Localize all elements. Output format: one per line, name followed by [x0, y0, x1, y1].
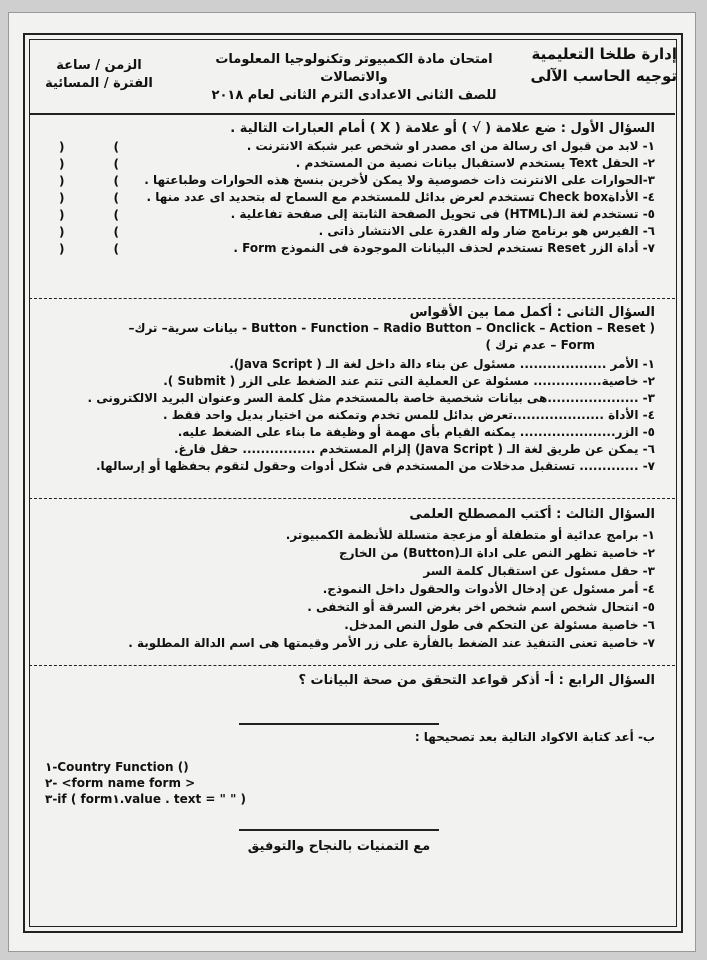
- q2-item: ١- الأمر ................... مسئول عن بناء دالة داخل لغة الـ ( Java Script).: [229, 357, 655, 371]
- answer-parentheses: [59, 174, 119, 188]
- q4-sub-b: ب- أعد كتابة الاكواد التالية بعد تصحيحها :: [414, 730, 655, 744]
- header-organization: [527, 43, 677, 87]
- q1-title: السؤال الأول : ضع علامة ( √ ) أو علامة ( X ) أمام العبارات التالية .: [230, 121, 655, 136]
- answer-parentheses: [59, 191, 119, 205]
- code-line: ٣-if ( form١.value . text = " " ): [45, 792, 246, 806]
- paren-open: (: [113, 174, 119, 188]
- paren-open: (: [113, 140, 119, 154]
- exam-title-line-2: للصف الثانى الاعدادى الترم الثانى لعام ٢٠١٨: [211, 88, 497, 103]
- code-line: ١-Country Function (): [45, 760, 189, 774]
- time-label: الزمن / ساعة: [56, 58, 142, 73]
- paren-open: (: [113, 208, 119, 222]
- exam-title-line-1: امتحان مادة الكمبيوتر وتكنولوجيا المعلومات والاتصالات: [215, 52, 493, 85]
- q4-title: السؤال الرابع : أ- أذكر قواعد التحقق من صحة البيانات ؟: [298, 673, 655, 688]
- org-line-2: توجيه الحاسب الآلى: [530, 67, 677, 85]
- code-block: [45, 759, 345, 807]
- q3-title: السؤال الثالث : أكتب المصطلح العلمى: [409, 507, 655, 522]
- q3-item: ٣- حقل مسئول عن استقبال كلمة السر: [423, 564, 655, 578]
- answer-parentheses: [59, 225, 119, 239]
- answer-parentheses: [59, 157, 119, 171]
- q1-item: ١- لابد من قبول اى رسالة من اى مصدر او شخص عبر شبكة الانترنت .: [246, 139, 655, 153]
- paren-close: ): [59, 140, 65, 154]
- header-title: [189, 51, 519, 105]
- q2-choices-line-1: ( Button - Function – Radio Button – Onclick – Action – Reset - بيانات سرية– ترك–: [128, 321, 655, 335]
- footer-wish: مع التمنيات بالنجاح والتوفيق: [247, 839, 431, 854]
- divider-q1: [29, 298, 675, 299]
- q2-item: ٧- ............. تستقبل مدخلات من المستخدم فى شكل أدوات وحقول لتقوم بحفظها أو إرسالها.: [95, 459, 655, 473]
- paren-close: ): [59, 174, 65, 188]
- paren-open: (: [113, 191, 119, 205]
- divider-q2: [29, 498, 675, 499]
- q2-item: ٦- يمكن عن طريق لغة الـ ( Java Script) إلزام المستخدم ................ حقل فارغ.: [174, 442, 655, 456]
- header-time: [39, 57, 159, 93]
- q3-item: ٤- أمر مسئول عن إدخال الأدوات والحقول داخل النموذج.: [322, 582, 655, 596]
- question-4: [55, 673, 655, 688]
- q3-item: ٧- خاصية تعنى التنفيذ عند الضغط بالفأرة على زر الأمر وقيمتها هى اسم الدالة المطلوبة .: [128, 636, 655, 650]
- period-label: الفترة / المسائية: [45, 76, 153, 91]
- code-line: ٢- <form name form >: [45, 776, 196, 790]
- q2-item: ٢- خاصية............... مسئولة عن العملية التى تتم عند الضغط على الزر ( Submit ).: [163, 374, 655, 388]
- paren-close: ): [59, 191, 65, 205]
- q1-item: ٦- الفيرس هو برنامج ضار وله القدرة على الانتشار ذاتى .: [318, 224, 655, 238]
- q2-title: السؤال الثانى : أكمل مما بين الأقواس: [409, 305, 655, 320]
- question-1: [55, 121, 655, 257]
- paren-close: ): [59, 157, 65, 171]
- answer-parentheses: [59, 242, 119, 256]
- q2-choices-line-2: Form – عدم ترك ): [485, 338, 595, 352]
- q2-item: ٥- الزر..................... يمكنه القيام بأى مهمة أو وظيفة ما بناء على الضغط عليه.: [177, 425, 655, 439]
- divider-q3: [29, 665, 675, 666]
- paren-open: (: [113, 157, 119, 171]
- q2-item: ٤- الأداة ....................تعرض بدائل للمس تخدم وتمكنه من اختيار بديل واحد فقط .: [162, 408, 655, 422]
- q2-item: ٣- ....................هى بيانات شخصية خاصة بالمستخدم مثل كلمة السر وعنوان البريد الالكترونى .: [87, 391, 655, 405]
- divider-header: [29, 113, 675, 115]
- exam-sheet: [8, 12, 696, 952]
- org-line-1: إدارة طلخا التعليمية: [531, 45, 677, 63]
- q1-item: ٤- الأداةCheck box تستخدم لعرض بدائل للمستخدم مع السماح له بتحديد اى عدد منها .: [146, 190, 655, 204]
- q3-item: ٥- انتحال شخص اسم شخص اخر بغرض السرقة أو التخفى .: [307, 600, 655, 614]
- q3-item: ٦- خاصية مسئولة عن التحكم فى طول النص المدخل.: [344, 618, 655, 632]
- q3-item: ١- برامج عدائية أو متطفلة أو مزعجة متسللة للأنظمة الكمبيوتر.: [285, 528, 655, 542]
- q1-item: ٢- الحقل Text يستخدم لاستقبال بيانات نصية من المستخدم .: [295, 156, 655, 170]
- answer-parentheses: [59, 208, 119, 222]
- answer-parentheses: [59, 140, 119, 154]
- question-3: [55, 507, 655, 652]
- paren-open: (: [113, 242, 119, 256]
- answer-line: [239, 723, 439, 725]
- q4-part-b: [55, 729, 655, 746]
- question-2: [45, 305, 655, 475]
- q1-item: ٣-الحوارات على الانترنت ذات خصوصية ولا يمكن لأخرين بنسخ هذه الحوارات وطباعتها .: [144, 173, 655, 187]
- paren-close: ): [59, 225, 65, 239]
- paren-close: ): [59, 208, 65, 222]
- footer-line: [239, 829, 439, 831]
- q1-item: ٥- تستخدم لغة الـ(HTML) فى تحويل الصفحة الثابتة إلى صفحة تفاعلية .: [230, 207, 655, 221]
- paren-close: ): [59, 242, 65, 256]
- q3-item: ٢- خاصية تظهر النص على اداة الـ(Button) من الخارج: [338, 546, 655, 560]
- q1-item: ٧- أداة الزر Reset تستخدم لحذف البيانات الموجودة فى النموذج Form .: [233, 241, 655, 255]
- paren-open: (: [113, 225, 119, 239]
